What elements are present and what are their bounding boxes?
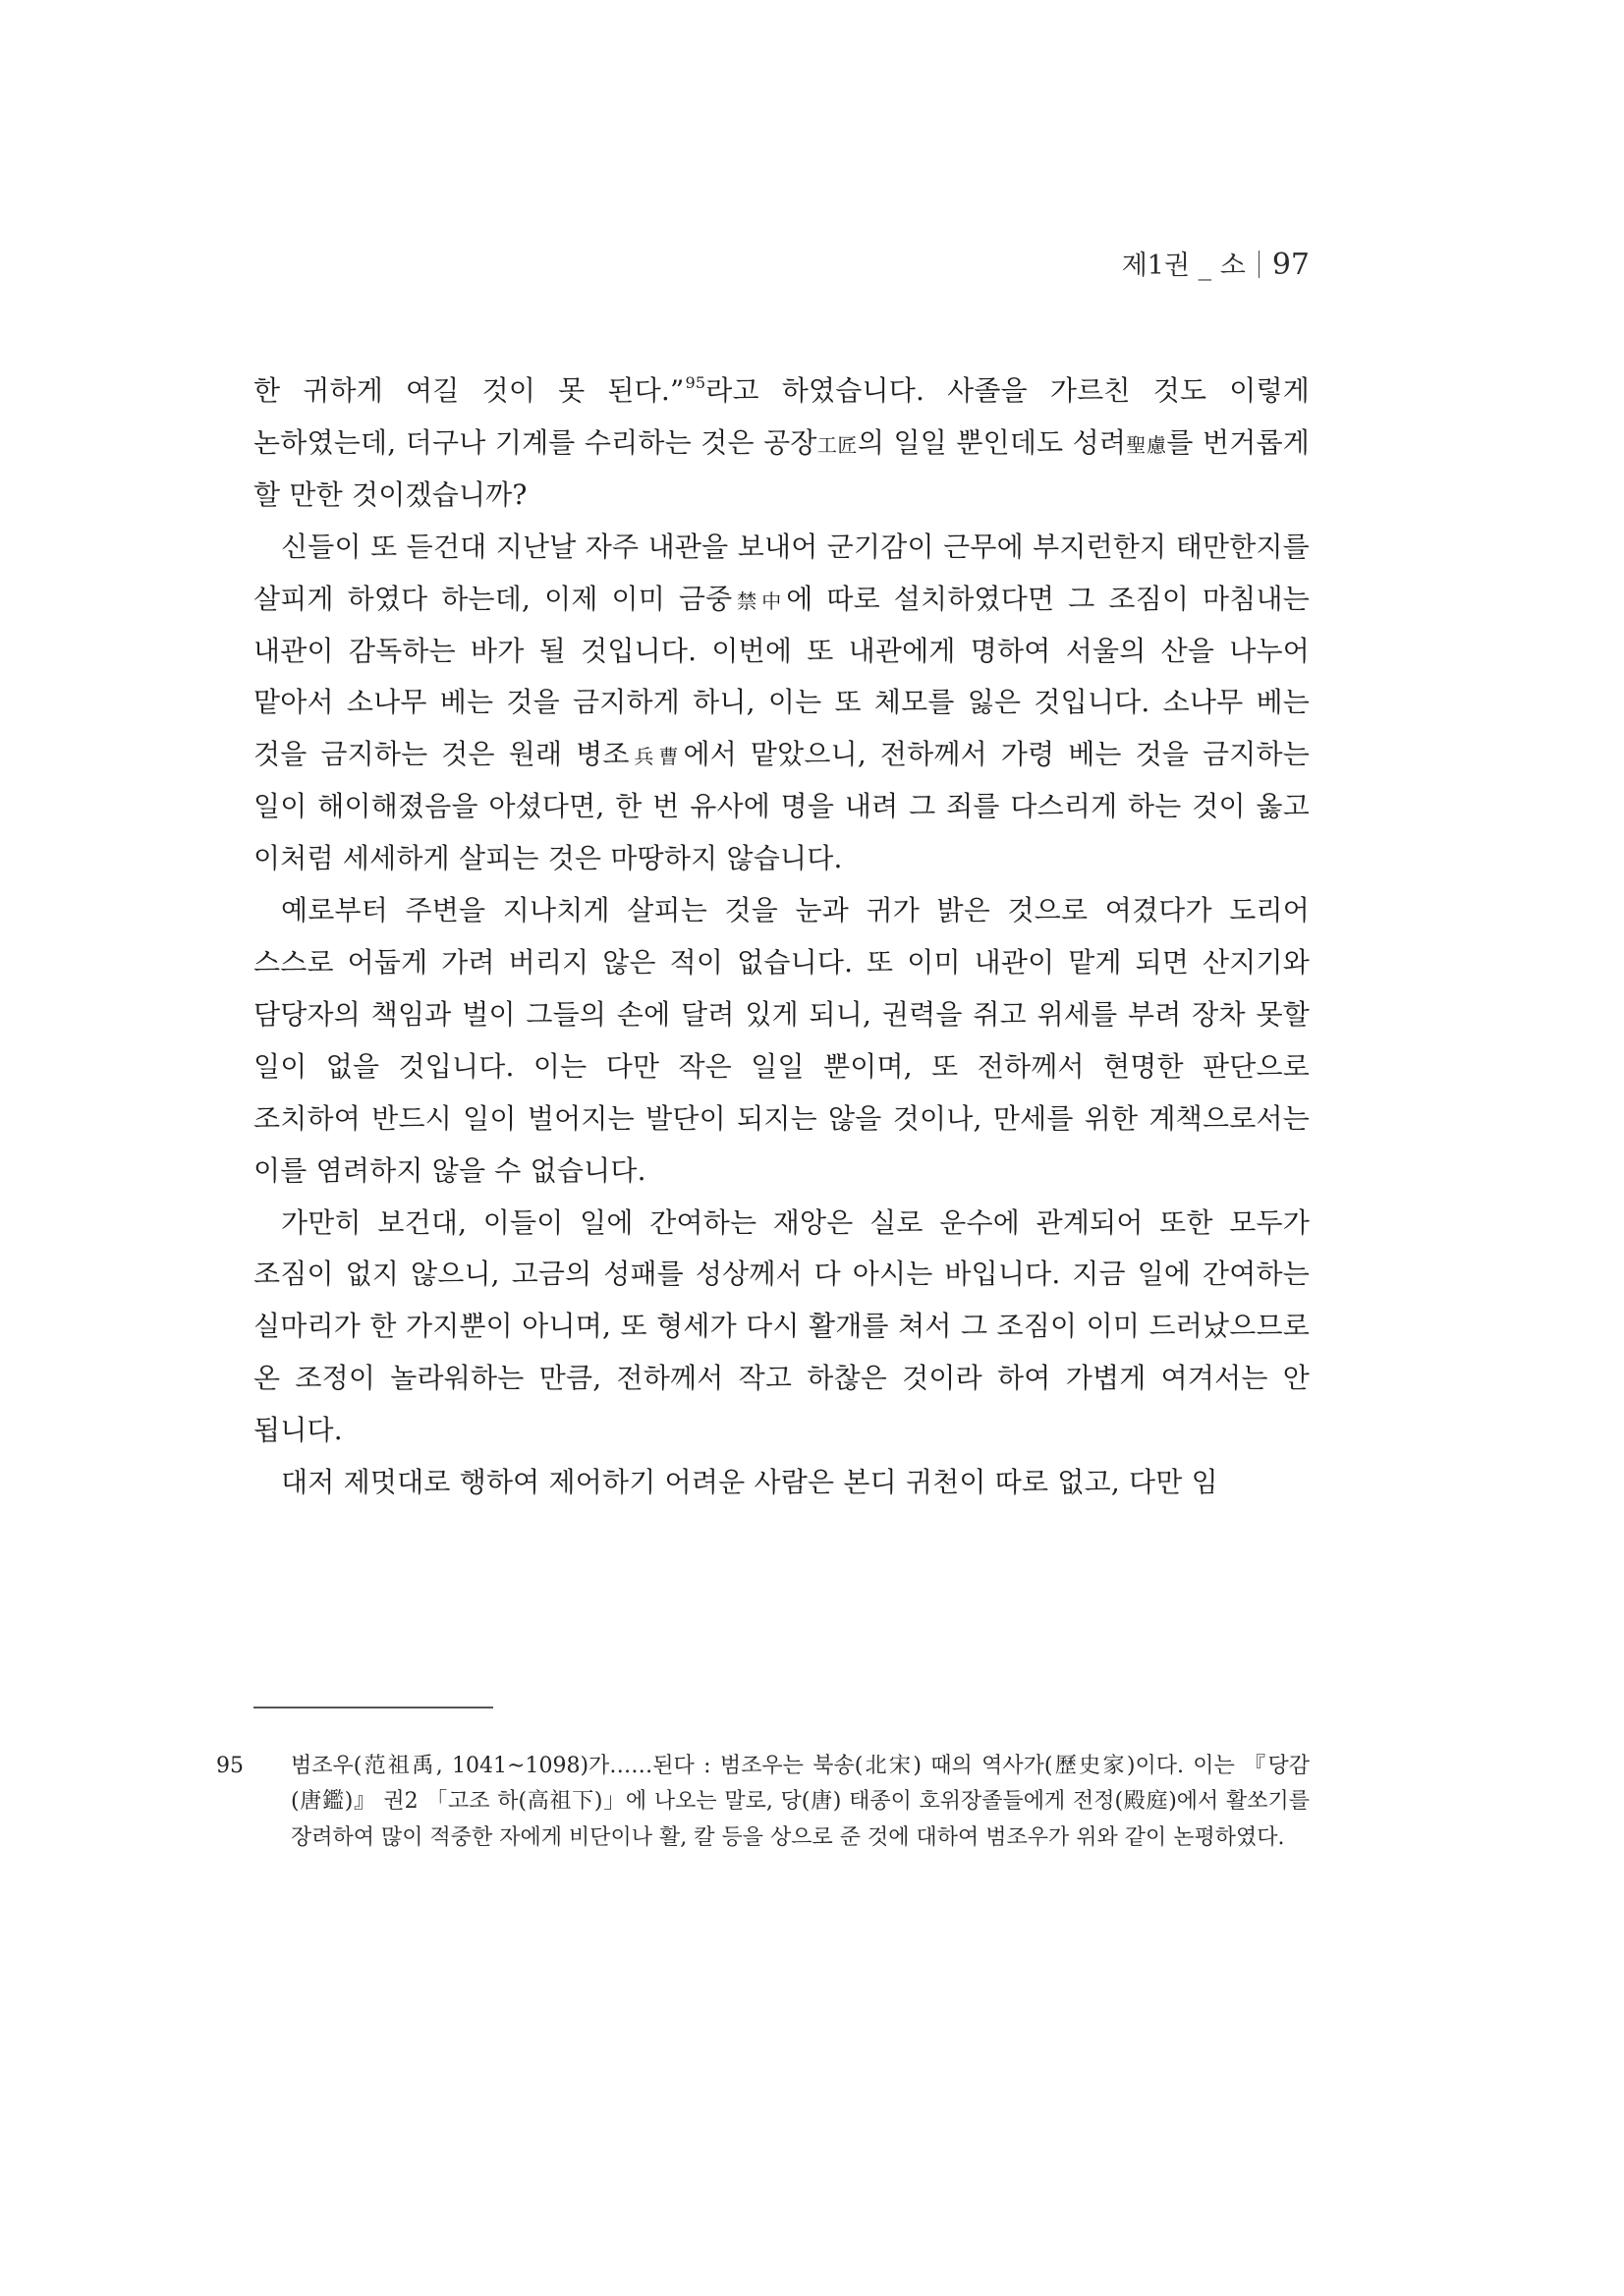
- text-run: 신들이 또 듣건대 지난날 자주 내관을 보내어 군기감이 근무에 부지런한지 태만한지를 살피게 하였다 하는데, 이제 이미 금중: [253, 530, 1310, 615]
- running-header-title: 제1권 _ 소: [1121, 251, 1246, 281]
- footnote-entry: [216, 1749, 1310, 1856]
- footnote-divider: [253, 1707, 493, 1708]
- footnote: [216, 1749, 1310, 1856]
- paragraph-4: 가만히 보건대, 이들이 일에 간여하는 재앙은 실로 운수에 관계되어 또한 모두가 조짐이 없지 않으니, 고금의 성패를 성상께서 다 아시는 바입니다. 지금 일에 간여하는 실마리가 한 가지뿐이 아니며, 또 형세가 다시 활개를 쳐서 그 조짐이 이미 드러났으므로 온 조정이 놀라워하는 만큼, 전하께서 작고 하찮은 것이라 하여 가볍게 여겨서는 안 됩니다.: [253, 1205, 1310, 1447]
- text-run: 한 귀하게 여길 것이 못 된다.”: [253, 374, 685, 407]
- hanja-gloss: 禁中: [732, 588, 787, 613]
- text-run: 라고 하였습니다. 사졸을 가르친 것도 이렇게 논하였는데, 더구나 기계를 수리하는 것은 공장: [253, 374, 1310, 459]
- paragraph-2: [253, 522, 1310, 885]
- hanja-gloss: 聖慮: [1126, 432, 1167, 457]
- page-number: 97: [1271, 248, 1310, 282]
- footnote-number: 95: [216, 1754, 244, 1778]
- hanja-gloss: 兵曹: [629, 745, 684, 769]
- running-header: [1122, 248, 1310, 284]
- hanja-gloss: 工匠: [816, 432, 858, 457]
- paragraph-1: [253, 365, 1310, 522]
- main-text: [253, 365, 1310, 1509]
- footnote-text: 범조우(范祖禹, 1041~1098)가……된다 : 범조우는 북송(北宋) 때의 역사가(歷史家)이다. 이는 『당감(唐鑑)』 권2 「고조 하(高祖下)」에 나오는 말로, 당(唐) 태종이 호위장졸들에게 전정(殿庭)에서 활쏘기를 장려하여 많이 적중한 자에게 비단이나 활, 칼 등을 상으로 준 것에 대하여 범조우가 위와 같이 논평하였다.: [291, 1754, 1310, 1850]
- text-run: 를 번거롭게 할 만한 것이겠습니까?: [253, 425, 1310, 511]
- text-run: 의 일일 뿐인데도 성려: [857, 425, 1127, 459]
- text-run: 에 따로 설치하였다면 그 조짐이 마침내는 내관이 감독하는 바가 될 것입니다. 이번에 또 내관에게 명하여 서울의 산을 나누어 맡아서 소나무 베는 것을 금지하게 하니, 이는 또 체모를 잃은 것입니다. 소나무 베는 것을 금지하는 것은 원래 병조: [253, 582, 1310, 771]
- paragraph-5: 대저 제멋대로 행하여 제어하기 어려운 사람은 본디 귀천이 따로 없고, 다만 임: [281, 1466, 1218, 1499]
- paragraph-3: 예로부터 주변을 지나치게 살피는 것을 눈과 귀가 밝은 것으로 여겼다가 도리어 스스로 어둡게 가려 버리지 않은 적이 없습니다. 또 이미 내관이 맡게 되면 산지기와 담당자의 책임과 벌이 그들의 손에 달려 있게 되니, 권력을 쥐고 위세를 부려 장차 못할 일이 없을 것입니다. 이는 다만 작은 일일 뿐이며, 또 전하께서 현명한 판단으로 조치하여 반드시 일이 벌어지는 발단이 되지는 않을 것이나, 만세를 위한 계책으로서는 이를 염려하지 않을 수 없습니다.: [253, 894, 1310, 1187]
- text-run: 에서 맡았으니, 전하께서 가령 베는 것을 금지하는 일이 해이해졌음을 아셨다면, 한 번 유사에 명을 내려 그 죄를 다스리게 하는 것이 옳고 이처럼 세세하게 살피는 것은 마땅하지 않습니다.: [253, 738, 1310, 875]
- footnote-reference: 95: [685, 373, 706, 392]
- header-divider: [1259, 251, 1260, 278]
